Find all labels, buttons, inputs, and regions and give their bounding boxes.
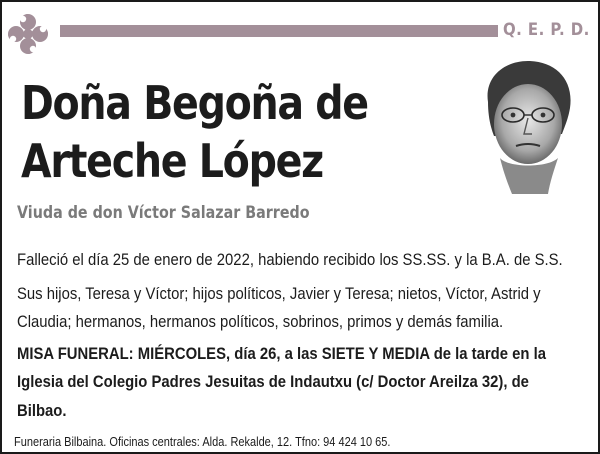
header-bar: [60, 25, 498, 37]
funeral-line-3: Bilbao.: [17, 402, 67, 420]
family-line-2: Claudia; hermanos, hermanos políticos, sobrinos, primos y demás familia.: [17, 313, 504, 331]
qepd-label: Q. E. P. D.: [503, 20, 590, 40]
lauburu-icon: [4, 10, 52, 58]
family-line-1: Sus hijos, Teresa y Víctor; hijos políticos, Javier y Teresa; nietos, Víctor, Astrid y: [17, 285, 541, 303]
name-line-2: Arteche López: [21, 134, 323, 188]
funeral-line-2: Iglesia del Colegio Padres Jesuitas de Indautxu (c/ Doctor Areilza 32), de: [17, 373, 529, 391]
widow-subtitle: Viuda de don Víctor Salazar Barredo: [17, 203, 310, 223]
funeral-home-footer: Funeraria Bilbaina. Oficinas centrales: Alda. Rekalde, 12. Tfno: 94 424 10 65.: [14, 435, 391, 449]
death-notice: Falleció el día 25 de enero de 2022, habiendo recibido los SS.SS. y la B.A. de S.S.: [17, 251, 563, 269]
deceased-name: [21, 74, 368, 190]
funeral-line-1: MISA FUNERAL: MIÉRCOLES, día 26, a las SIETE Y MEDIA de la tarde en la: [17, 345, 546, 363]
name-line-1: Doña Begoña de: [21, 76, 368, 130]
portrait-photo: [478, 58, 578, 194]
